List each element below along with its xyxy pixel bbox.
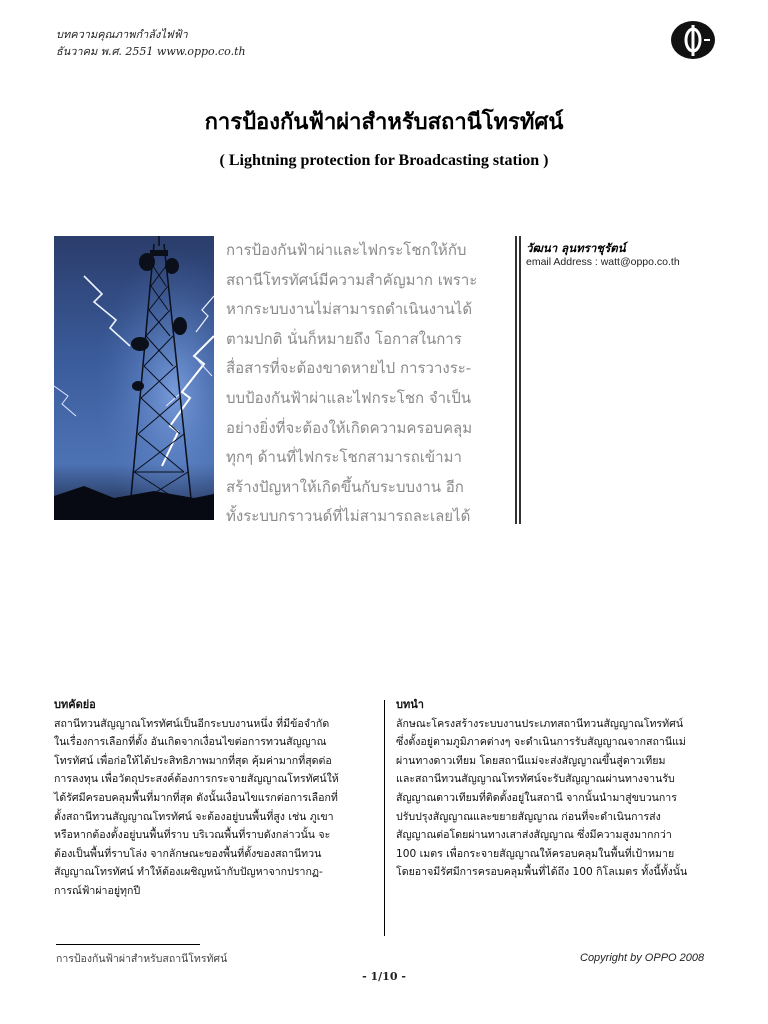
abstract-line: การณ์ฟ้าผ่าอยู่ทุกปี xyxy=(54,884,141,897)
abstract-line: หรือหากต้องตั้งอยู่บนพื้นที่ราบ บริเวณพื้นที่ราบดังกล่าวนั้น จะ xyxy=(54,829,331,842)
header-line-2: ธันวาคม พ.ศ. 2551 www.oppo.co.th xyxy=(56,45,246,58)
introduction-line: ซึ่งตั้งอยู่ตามภูมิภาคต่างๆ จะดำเนินการรับสัญญาณจากสถานีแม่ xyxy=(396,736,686,749)
footer-title: การป้องกันฟ้าผ่าสำหรับสถานีโทรทัศน์ xyxy=(56,953,228,965)
divider-bar xyxy=(515,236,517,524)
abstract-line: สัญญาณโทรทัศน์ ทำให้ต้องเผชิญหน้ากับปัญหาจากปรากฏ- xyxy=(54,866,323,879)
introduction-line: สัญญาณต่อโดยผ่านทางเสาส่งสัญญาณ ซึ่งมีความสูงมากกว่า xyxy=(396,829,672,842)
intro-line: สื่อสารที่จะต้องขาดหายไป การวางระ- xyxy=(226,359,472,378)
page-subtitle: ( Lightning protection for Broadcasting station ) xyxy=(219,152,549,169)
intro-line: บบป้องกันฟ้าผ่าและไฟกระโชก จำเป็น xyxy=(226,388,471,407)
introduction-line: ปรับปรุงสัญญาณและขยายสัญญาณ ก่อนที่จะดำเนินการส่ง xyxy=(396,810,661,823)
abstract-line: ในเรื่องการเลือกที่ตั้ง อันเกิดจากเงื่อนไขต่อการทวนสัญญาณ xyxy=(54,736,327,749)
abstract-line: โทรทัศน์ เพื่อก่อให้ได้ประสิทธิภาพมากที่สุด คุ้มค่ามากที่สุดต่อ xyxy=(54,754,332,767)
introduction-line: ผ่านทางดาวเทียม โดยสถานีแม่จะส่งสัญญาณขึ้นสู่ดาวเทียม xyxy=(396,754,666,767)
author-email: email Address : watt@oppo.co.th xyxy=(526,256,680,268)
intro-line: ตามปกติ นั่นก็หมายถึง โอกาสในการ xyxy=(226,329,462,348)
abstract-line: ตั้งสถานีทวนสัญญาณโทรทัศน์ จะต้องอยู่บนพื้นที่สูง เช่น ภูเขา xyxy=(54,810,334,823)
author-name: วัฒนา ลุนทราชุรัตน์ xyxy=(526,241,626,255)
introduction-section xyxy=(396,696,718,882)
introduction-line: สัญญาณดาวเทียมที่ติดตั้งอยู่ในสถานี จากนั้นนำมาสู่ขบวนการ xyxy=(396,791,677,804)
intro-line: ทั้งระบบกราวนด์ที่ไม่สามารถละเลยได้ xyxy=(226,507,471,526)
introduction-line: โดยอาจมีรัศมีการครอบคลุมพื้นที่ได้ถึง 100 กิโลเมตร ทั้งนี้ทั้งนั้น xyxy=(396,866,688,879)
abstract-heading: บทคัดย่อ xyxy=(54,698,96,711)
introduction-line: 100 เมตร เพื่อกระจายสัญญาณให้ครอบคลุมในพื้นที่เป้าหมาย xyxy=(396,847,675,860)
page-number: - 1/10 - xyxy=(362,970,406,983)
footer-rule xyxy=(56,944,200,945)
intro-line: สร้างปัญหาให้เกิดขึ้นกับระบบงาน อีก xyxy=(226,477,464,496)
divider-bar xyxy=(519,236,521,524)
header-line-1: บทความคุณภาพกำลังไฟฟ้า xyxy=(56,28,188,41)
column-divider xyxy=(384,700,385,936)
introduction-heading: บทนำ xyxy=(396,698,424,711)
abstract-line: สถานีทวนสัญญาณโทรทัศน์เป็นอีกระบบงานหนึ่ง ที่มีข้อจำกัด xyxy=(54,717,330,730)
document-header xyxy=(56,26,246,60)
abstract-section xyxy=(54,696,376,901)
introduction-line: ลักษณะโครงสร้างระบบงานประเภทสถานีทวนสัญญาณโทรทัศน์ xyxy=(396,717,684,730)
oppo-logo-icon xyxy=(670,20,716,60)
introduction-line: และสถานีทวนสัญญาณโทรทัศน์จะรับสัญญาณผ่านทางจานรับ xyxy=(396,773,675,786)
page-title: การป้องกันฟ้าผ่าสำหรับสถานีโทรทัศน์ xyxy=(204,109,564,135)
intro-line: หากระบบงานไม่สามารถดำเนินงานได้ xyxy=(226,300,473,319)
abstract-line: ได้รัศมีครอบคลุมพื้นที่มากที่สุด ดังนั้นเงื่อนไขแรกต่อการเลือกที่ xyxy=(54,791,338,804)
abstract-line: การลงทุน เพื่อวัตถุประสงค์ต้องการกระจายสัญญาณโทรทัศน์ให้ xyxy=(54,773,339,786)
intro-line: อย่างยิ่งที่จะต้องให้เกิดความครอบคลุม xyxy=(226,418,473,437)
intro-line: ทุกๆ ด้านที่ไฟกระโชกสามารถเข้ามา xyxy=(226,448,462,467)
intro-line: สถานีโทรทัศน์มีความสำคัญมาก เพราะ xyxy=(226,270,478,289)
intro-line: การป้องกันฟ้าผ่าและไฟกระโชกให้กับ xyxy=(226,241,467,259)
broadcast-tower-lightning-photo xyxy=(54,236,214,520)
footer-copyright: Copyright by OPPO 2008 xyxy=(580,952,705,964)
abstract-line: ต้องเป็นพื้นที่ราบโล่ง จากลักษณะของพื้นที่ตั้งของสถานีทวน xyxy=(54,847,322,860)
intro-paragraph xyxy=(226,236,508,532)
